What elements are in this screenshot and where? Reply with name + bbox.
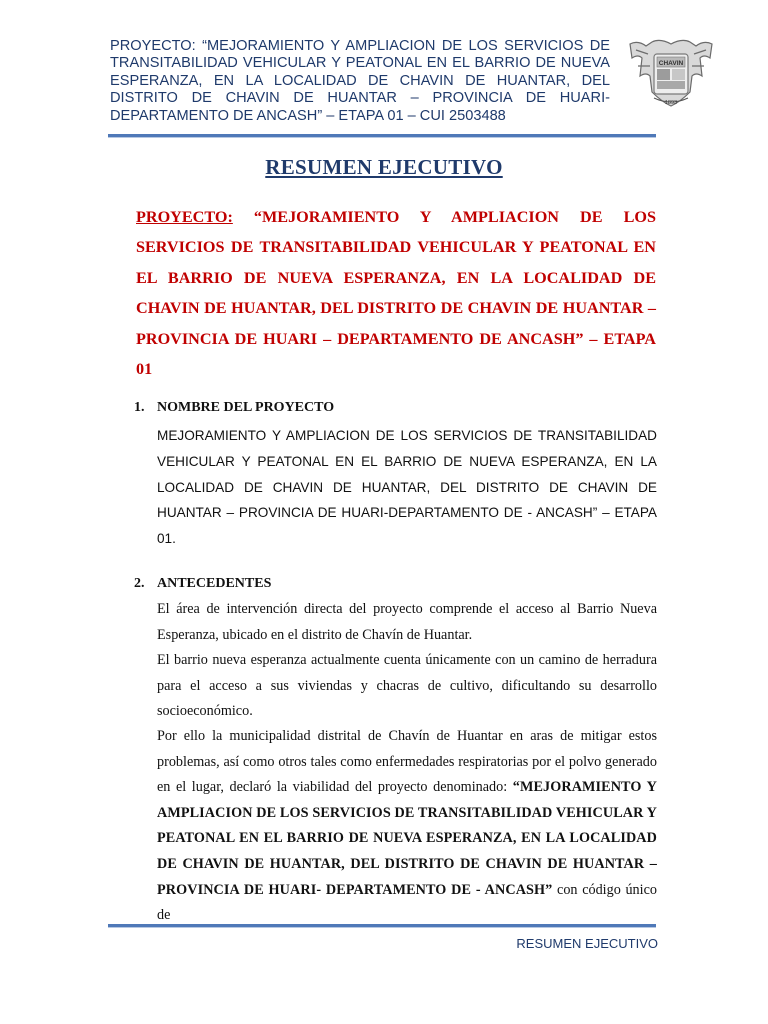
- footer-label: RESUMEN EJECUTIVO: [516, 936, 658, 951]
- section-2-heading: ANTECEDENTES: [157, 576, 272, 591]
- paragraph-3-continuation: con código único de: [157, 881, 657, 924]
- section-2-paragraph-1: El área de intervención directa del proyecto comprende el acceso al Barrio Nueva Esperanza, ubicado en el distrito de Chavín de Huantar.: [157, 601, 657, 643]
- header-project-text: PROYECTO: “MEJORAMIENTO Y AMPLIACION DE LOS SERVICIOS DE TRANSITABILIDAD VEHICULAR Y PEATONAL EN EL BARRIO DE NUEVA ESPERANZA, EN LA LOCALIDAD DE CHAVIN DE HUANTAR, DEL DISTRITO DE CHAVIN DE HUANTAR – PROVINCIA DE HUARI-DEPARTAMENTO DE ANCASH” – ETAPA 01 – CUI 2503488: [110, 38, 610, 124]
- municipality-crest-icon: [624, 36, 718, 108]
- header-rule-thin: [108, 137, 656, 138]
- section-1-body: MEJORAMIENTO Y AMPLIACION DE LOS SERVICIOS DE TRANSITABILIDAD VEHICULAR Y PEATONAL EN EL BARRIO DE NUEVA ESPERANZA, EN LA LOCALIDAD DE CHAVIN DE HUANTAR, DEL DISTRITO DE CHAVIN DE HUANTAR – PROVINCIA DE HUARI-DEPARTAMENTO DE - ANCASH” – ETAPA 01.: [157, 428, 657, 547]
- logo-word: CHAVIN: [658, 60, 684, 67]
- paragraph-3-project-name: “MEJORAMIENTO Y AMPLIACION DE LOS SERVICIOS DE TRANSITABILIDAD VEHICULAR Y PEATONAL EN EL BARRIO DE NUEVA ESPERANZA, EN LA LOCALIDAD DE CHAVIN DE HUANTAR, DEL DISTRITO DE CHAVIN DE HUANTAR – PROVINCIA DE HUARI- DEPARTAMENTO DE - ANCASH”: [157, 779, 657, 898]
- logo-year: 1893: [664, 100, 678, 106]
- project-block: [136, 202, 656, 384]
- section-1-heading: NOMBRE DEL PROYECTO: [157, 400, 335, 415]
- footer-rule-thin: [108, 927, 656, 928]
- section-2-paragraph-2: El barrio nueva esperanza actualmente cuenta únicamente con un camino de herradura para el acceso a sus viviendas y chacras de cultivo, dificultando su desarrollo socioeconómico.: [157, 652, 657, 720]
- page-title: RESUMEN EJECUTIVO: [265, 155, 503, 179]
- project-title: “MEJORAMIENTO Y AMPLIACION DE LOS SERVICIOS DE TRANSITABILIDAD VEHICULAR Y PEATONAL EN EL BARRIO DE NUEVA ESPERANZA, EN LA LOCALIDAD DE CHAVIN DE HUANTAR, DEL DISTRITO DE CHAVIN DE HUANTAR – PROVINCIA DE HUARI – DEPARTAMENTO DE ANCASH” – ETAPA 01: [136, 208, 656, 379]
- section-2-number: 2.: [134, 576, 145, 591]
- section-2-paragraph-3: [157, 724, 657, 929]
- paragraph-3-text: Por ello la municipalidad distrital de Chavín de Huantar en aras de mitigar estos problemas, así como otros tales como enfermedades respiratorias por el polvo generado en el lugar, declaró la viabilidad del proyecto denominado:: [157, 728, 657, 796]
- section-1-number: 1.: [134, 400, 145, 415]
- project-label: PROYECTO:: [136, 208, 233, 226]
